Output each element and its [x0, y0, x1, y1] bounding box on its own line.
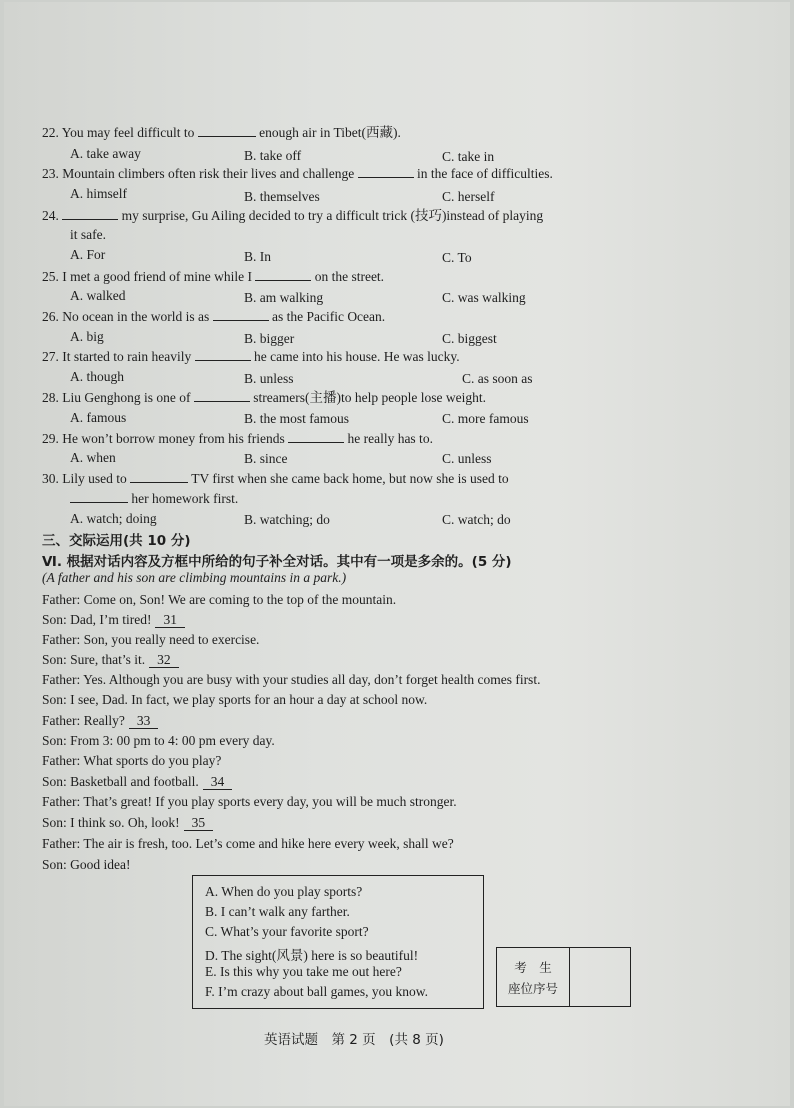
answer-blank	[255, 268, 311, 281]
seat-label-line: 考 生	[514, 960, 552, 975]
question-24: 24. my surprise, Gu Ailing decided to try a difficult trick (技巧)instead of playing	[42, 208, 544, 223]
dialogue-line: Father: That’s great! If you play sports every day, you will be much stronger.	[42, 794, 457, 809]
dialogue-line: Father: Yes. Although you are busy with your studies all day, don’t forget health comes first.	[42, 672, 541, 687]
option-a: A. take away	[70, 146, 141, 161]
option-a: A. walked	[70, 288, 126, 303]
option-b: B. unless	[244, 371, 294, 386]
answer-blank	[130, 470, 188, 483]
option-a: A. himself	[70, 186, 127, 201]
section-instruction: Ⅵ. 根据对话内容及方框中所给的句子补全对话。其中有一项是多余的。(5 分)	[42, 554, 512, 570]
option-b: B. In	[244, 249, 271, 264]
dialogue-line: Son: Sure, that’s it. 32	[42, 651, 179, 668]
question-29: 29. He won’t borrow money from his friends he really has to.	[42, 431, 433, 446]
option-a: A. big	[70, 329, 104, 344]
option-a: A. watch; doing	[70, 511, 157, 526]
dialogue-line: Son: Good idea!	[42, 857, 131, 872]
option-a: A. when	[70, 450, 116, 465]
question-26: 26. No ocean in the world is as as the Pacific Ocean.	[42, 309, 386, 324]
question-28: 28. Liu Genghong is one of streamers(主播)to help people lose weight.	[42, 390, 487, 405]
seat-label-line: 座位序号	[507, 981, 558, 996]
option-b: B. bigger	[244, 331, 295, 346]
scene-note: (A father and his son are climbing mountains in a park.)	[42, 570, 347, 585]
question-23: 23. Mountain climbers often risk their lives and challenge in the face of difficulties.	[42, 166, 553, 181]
blank-33: 33	[129, 714, 159, 729]
option-a: A. though	[70, 369, 124, 384]
answer-blank	[194, 389, 250, 402]
option-b: B. since	[244, 451, 288, 466]
blank-31: 31	[155, 613, 185, 628]
option-c: C. herself	[442, 189, 495, 204]
dialogue-line: Father: Son, you really need to exercise.	[42, 632, 260, 647]
question-25: 25. I met a good friend of mine while I on the street.	[42, 269, 385, 284]
option-b: B. take off	[244, 148, 302, 163]
answer-blank	[198, 124, 256, 137]
dialogue-line: Father: Come on, Son! We are coming to the top of the mountain.	[42, 592, 397, 607]
dialogue-line: Son: Basketball and football. 34	[42, 773, 232, 790]
question-30: 30. Lily used to TV first when she came back home, but now she is used to	[42, 471, 509, 486]
dialogue-line: Father: Really? 33	[42, 712, 158, 729]
blank-35: 35	[184, 816, 214, 831]
answer-blank	[195, 348, 251, 361]
question-30-cont: her homework first.	[70, 490, 238, 507]
option-c: C. as soon as	[462, 371, 533, 386]
option-c: C. was walking	[442, 290, 526, 305]
option-c: C. unless	[442, 451, 492, 466]
option-c: C. take in	[442, 149, 495, 164]
answer-blank	[70, 490, 128, 503]
option-c: C. watch; do	[442, 512, 511, 527]
dialogue-line: Son: I think so. Oh, look! 35	[42, 814, 213, 831]
option-b: B. am walking	[244, 290, 324, 305]
dialogue-line: Father: The air is fresh, too. Let’s come and hike here every week, shall we?	[42, 836, 454, 851]
option-sentence-e: E. Is this why you take me out here?	[205, 964, 402, 979]
seat-label	[497, 948, 570, 1006]
question-27: 27. It started to rain heavily he came into his house. He was lucky.	[42, 349, 460, 364]
dialogue-line: Father: What sports do you play?	[42, 753, 222, 768]
answer-blank	[288, 430, 344, 443]
options-box	[192, 875, 484, 1009]
question-24-cont: it safe.	[70, 227, 106, 242]
option-c: C. biggest	[442, 331, 497, 346]
blank-34: 34	[203, 775, 233, 790]
option-c: C. To	[442, 250, 472, 265]
exam-page	[4, 2, 790, 1106]
answer-blank	[213, 308, 269, 321]
option-b: B. watching; do	[244, 512, 330, 527]
seat-number-box	[496, 947, 631, 1007]
blank-32: 32	[149, 653, 179, 668]
page-footer: 英语试题 第 2 页 (共 8 页)	[264, 1032, 444, 1048]
question-22: 22. You may feel difficult to enough air in Tibet(西藏).	[42, 125, 401, 140]
dialogue-line: Son: From 3: 00 pm to 4: 00 pm every day.	[42, 733, 275, 748]
answer-blank	[358, 165, 414, 178]
option-sentence-d: D. The sight(风景) here is so beautiful!	[205, 948, 419, 963]
option-sentence-a: A. When do you play sports?	[205, 884, 363, 899]
option-sentence-c: C. What’s your favorite sport?	[205, 924, 369, 939]
dialogue-line: Son: I see, Dad. In fact, we play sports for an hour a day at school now.	[42, 692, 428, 707]
option-sentence-b: B. I can’t walk any farther.	[205, 904, 350, 919]
section-heading: 三、交际运用(共 10 分)	[42, 533, 191, 549]
dialogue-line: Son: Dad, I’m tired! 31	[42, 611, 185, 628]
option-b: B. themselves	[244, 189, 320, 204]
option-c: C. more famous	[442, 411, 529, 426]
option-a: A. famous	[70, 410, 127, 425]
option-a: A. For	[70, 247, 106, 262]
option-b: B. the most famous	[244, 411, 349, 426]
option-sentence-f: F. I’m crazy about ball games, you know.	[205, 984, 428, 999]
answer-blank	[62, 207, 118, 220]
